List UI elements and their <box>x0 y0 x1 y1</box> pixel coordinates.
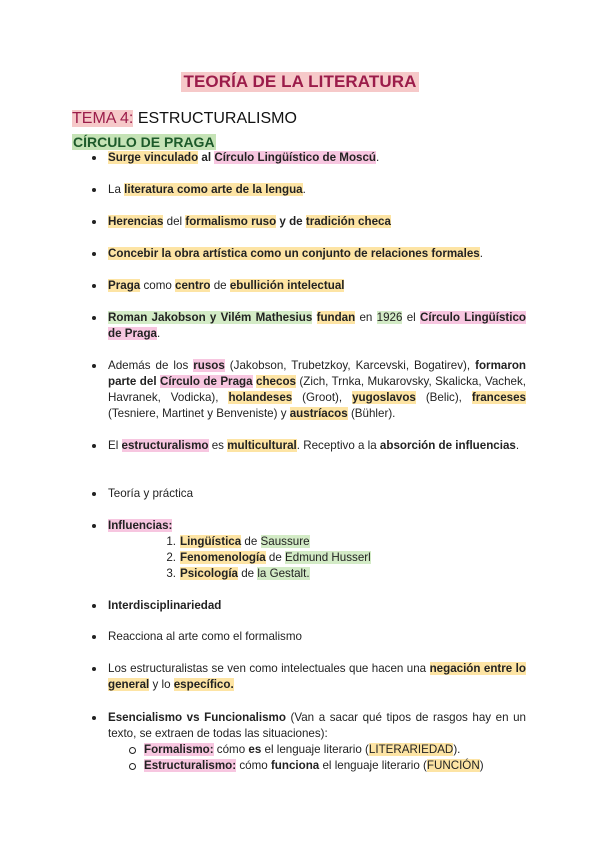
text: LITERARIEDAD <box>368 743 454 756</box>
text: FUNCIÓN <box>426 759 480 772</box>
text: rusos <box>193 359 225 372</box>
sub-list-item <box>166 566 310 582</box>
text: (Jakobson, Trubetzkoy, Karcevski, Bogatirev), <box>224 359 476 372</box>
text: del <box>163 215 186 228</box>
list-number: 2. <box>166 551 176 564</box>
bullet-icon <box>92 220 96 224</box>
text: literatura como arte de la lengua <box>124 183 303 196</box>
bullet-icon <box>92 364 96 368</box>
text: Herencias <box>108 215 164 228</box>
text: cómo <box>213 743 249 756</box>
text: estructuralismo <box>121 439 209 452</box>
bullet-icon <box>92 492 96 496</box>
text: Círculo de Praga <box>159 375 253 388</box>
bullet-icon <box>92 635 96 639</box>
text: Formalismo: <box>144 743 214 756</box>
text: . Receptivo a la <box>296 439 380 452</box>
text: Saussure <box>260 535 310 548</box>
bullet-icon <box>92 252 96 256</box>
text: (Bühler). <box>347 407 396 420</box>
text: absorción de influencias <box>379 439 516 452</box>
text: Edmund Husserl <box>285 551 371 564</box>
text: La <box>108 183 125 196</box>
text: yugoslavos <box>352 391 416 404</box>
list-item <box>108 278 526 294</box>
sub-list-item <box>166 534 310 550</box>
text: . <box>376 151 380 164</box>
text: de <box>238 567 258 580</box>
text: formalismo ruso <box>185 215 277 228</box>
text: (Groot), <box>292 391 353 404</box>
text: como <box>140 279 176 292</box>
section-heading: CÍRCULO DE PRAGA <box>73 134 215 150</box>
bullet-icon <box>92 444 96 448</box>
text: Surge vinculado <box>108 151 199 164</box>
text: (Van a sacar qué tipos de rasgos hay en un texto, se extraen de todas las situaciones): <box>108 711 526 740</box>
sub-list-item <box>144 742 460 758</box>
text: en <box>355 311 377 324</box>
text: (Belic), <box>415 391 472 404</box>
text: El <box>108 439 122 452</box>
list-number: 1. <box>166 535 176 548</box>
text: el lenguaje literario ( <box>319 759 427 772</box>
text: Roman Jakobson y Vilém Mathesius <box>108 311 313 324</box>
text: Concebir la obra artística como un conjunto de relaciones formales <box>108 247 480 260</box>
tema-label: TEMA 4: <box>72 110 134 127</box>
text: Círculo Lingüístico de Praga <box>108 311 527 340</box>
text: al <box>198 151 215 164</box>
list-item <box>108 710 526 742</box>
text: Además de los <box>108 359 194 372</box>
text: Lingüística <box>180 535 242 548</box>
bullet-icon <box>92 188 96 192</box>
text: Psicología <box>180 567 238 580</box>
text: Reacciona al arte como el formalismo <box>108 630 302 643</box>
text: de <box>241 535 261 548</box>
text <box>312 311 316 324</box>
text: es <box>248 743 262 756</box>
text: específico. <box>173 678 234 691</box>
text: multicultural <box>227 439 297 452</box>
list-number: 3. <box>166 567 176 580</box>
text: . <box>515 439 520 452</box>
bullet-icon <box>92 524 96 528</box>
list-item <box>108 310 526 342</box>
circle-bullet-icon <box>129 763 136 770</box>
bullet-icon <box>92 716 96 720</box>
text: Influencias: <box>108 519 173 532</box>
list-item <box>108 518 526 534</box>
text: cómo <box>236 759 271 772</box>
bullet-icon <box>92 604 96 608</box>
list-item <box>108 358 526 422</box>
text: el lenguaje literario ( <box>261 743 369 756</box>
text: Los estructuralistas se ven como intelectuales que hacen una <box>108 662 430 675</box>
text: fundan <box>316 311 356 324</box>
tema-heading <box>72 110 297 128</box>
list-item <box>108 438 526 454</box>
list-item <box>108 486 526 502</box>
text: (Zich, Trnka, Mukarovsky, Skalicka, Vachek, Havranek, Vodicka), <box>108 375 527 404</box>
text: tradición checa <box>305 215 391 228</box>
text: Círculo Lingüístico de Moscú <box>214 151 377 164</box>
text: funciona <box>270 759 320 772</box>
list-item <box>108 214 526 230</box>
text: es <box>208 439 228 452</box>
text: y de <box>276 215 306 228</box>
bullet-icon <box>92 156 96 160</box>
text: . <box>302 183 306 196</box>
text: Interdisciplinariedad <box>108 599 222 612</box>
text: negación entre lo general <box>108 662 526 691</box>
text: . <box>479 247 483 260</box>
text: checos <box>256 375 296 388</box>
text: Praga <box>108 279 141 292</box>
list-item <box>108 629 526 645</box>
text: (Tesniere, Martinet y Benveniste) y <box>108 407 290 420</box>
text: Teoría y práctica <box>108 487 194 500</box>
text: formaron parte del <box>108 359 526 388</box>
title-container <box>0 72 600 92</box>
text: . <box>156 327 161 340</box>
text: ) <box>479 759 484 772</box>
list-item <box>108 598 526 614</box>
text: Esencialismo vs Funcionalismo <box>108 711 286 724</box>
text: 1926 <box>376 311 403 324</box>
list-item <box>108 182 526 198</box>
bullet-icon <box>92 667 96 671</box>
text: de <box>265 551 286 564</box>
bullet-icon <box>92 284 96 288</box>
list-item <box>108 150 526 166</box>
text: austríacos <box>289 407 348 420</box>
text: ). <box>453 743 461 756</box>
text: holandeses <box>228 391 293 404</box>
text: el <box>402 311 420 324</box>
list-item <box>108 246 526 262</box>
text: Estructuralismo: <box>144 759 237 772</box>
text: franceses <box>471 391 526 404</box>
tema-name: ESTRUCTURALISMO <box>137 110 297 127</box>
sub-list-item <box>144 758 484 774</box>
sub-list-item <box>166 550 371 566</box>
page-title: TEORÍA DE LA LITERATURA <box>183 72 417 91</box>
text: centro <box>175 279 211 292</box>
bullet-icon <box>92 316 96 320</box>
text: de <box>210 279 230 292</box>
text: y lo <box>149 678 174 691</box>
list-item <box>108 661 526 693</box>
circle-bullet-icon <box>129 747 136 754</box>
text: ebullición intelectual <box>229 279 345 292</box>
text: Fenomenología <box>180 551 266 564</box>
text: la Gestalt. <box>257 567 310 580</box>
